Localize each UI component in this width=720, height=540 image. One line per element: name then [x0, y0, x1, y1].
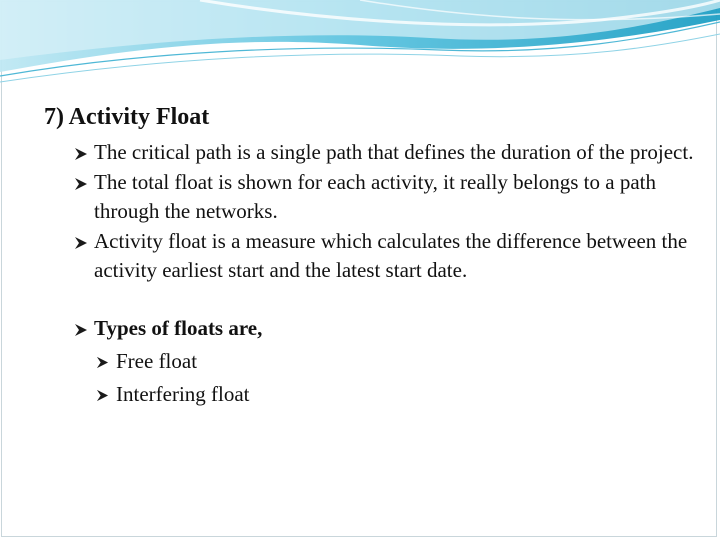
- sub-bullet-text: Interfering float: [116, 381, 250, 406]
- types-heading: Types of floats are,: [94, 315, 263, 340]
- arrowhead-bullet-icon: [74, 147, 88, 161]
- bullet-item: [74, 168, 694, 227]
- bullet-list: [74, 138, 694, 411]
- bullet-item: [74, 227, 694, 286]
- sub-bullet-text: Free float: [116, 348, 198, 373]
- bullet-item: [74, 138, 694, 168]
- arrowhead-bullet-icon: [96, 356, 109, 369]
- sub-bullet-item: [96, 378, 694, 411]
- sub-bullet-item: [96, 345, 694, 378]
- bullet-text: Activity float is a measure which calculates the difference between the activity earliest start and the latest start date.: [94, 228, 688, 282]
- arrowhead-bullet-icon: [74, 323, 88, 337]
- arrowhead-bullet-icon: [96, 389, 109, 402]
- bullet-text: The total float is shown for each activity, it really belongs to a path through the networks.: [94, 169, 656, 223]
- arrowhead-bullet-icon: [74, 236, 88, 250]
- slide-title: 7) Activity Float: [44, 104, 210, 130]
- bullet-text: The critical path is a single path that defines the duration of the project.: [94, 140, 694, 164]
- arrowhead-bullet-icon: [74, 177, 88, 191]
- types-heading-item: [74, 312, 694, 345]
- header-wave-decoration: [0, 0, 720, 90]
